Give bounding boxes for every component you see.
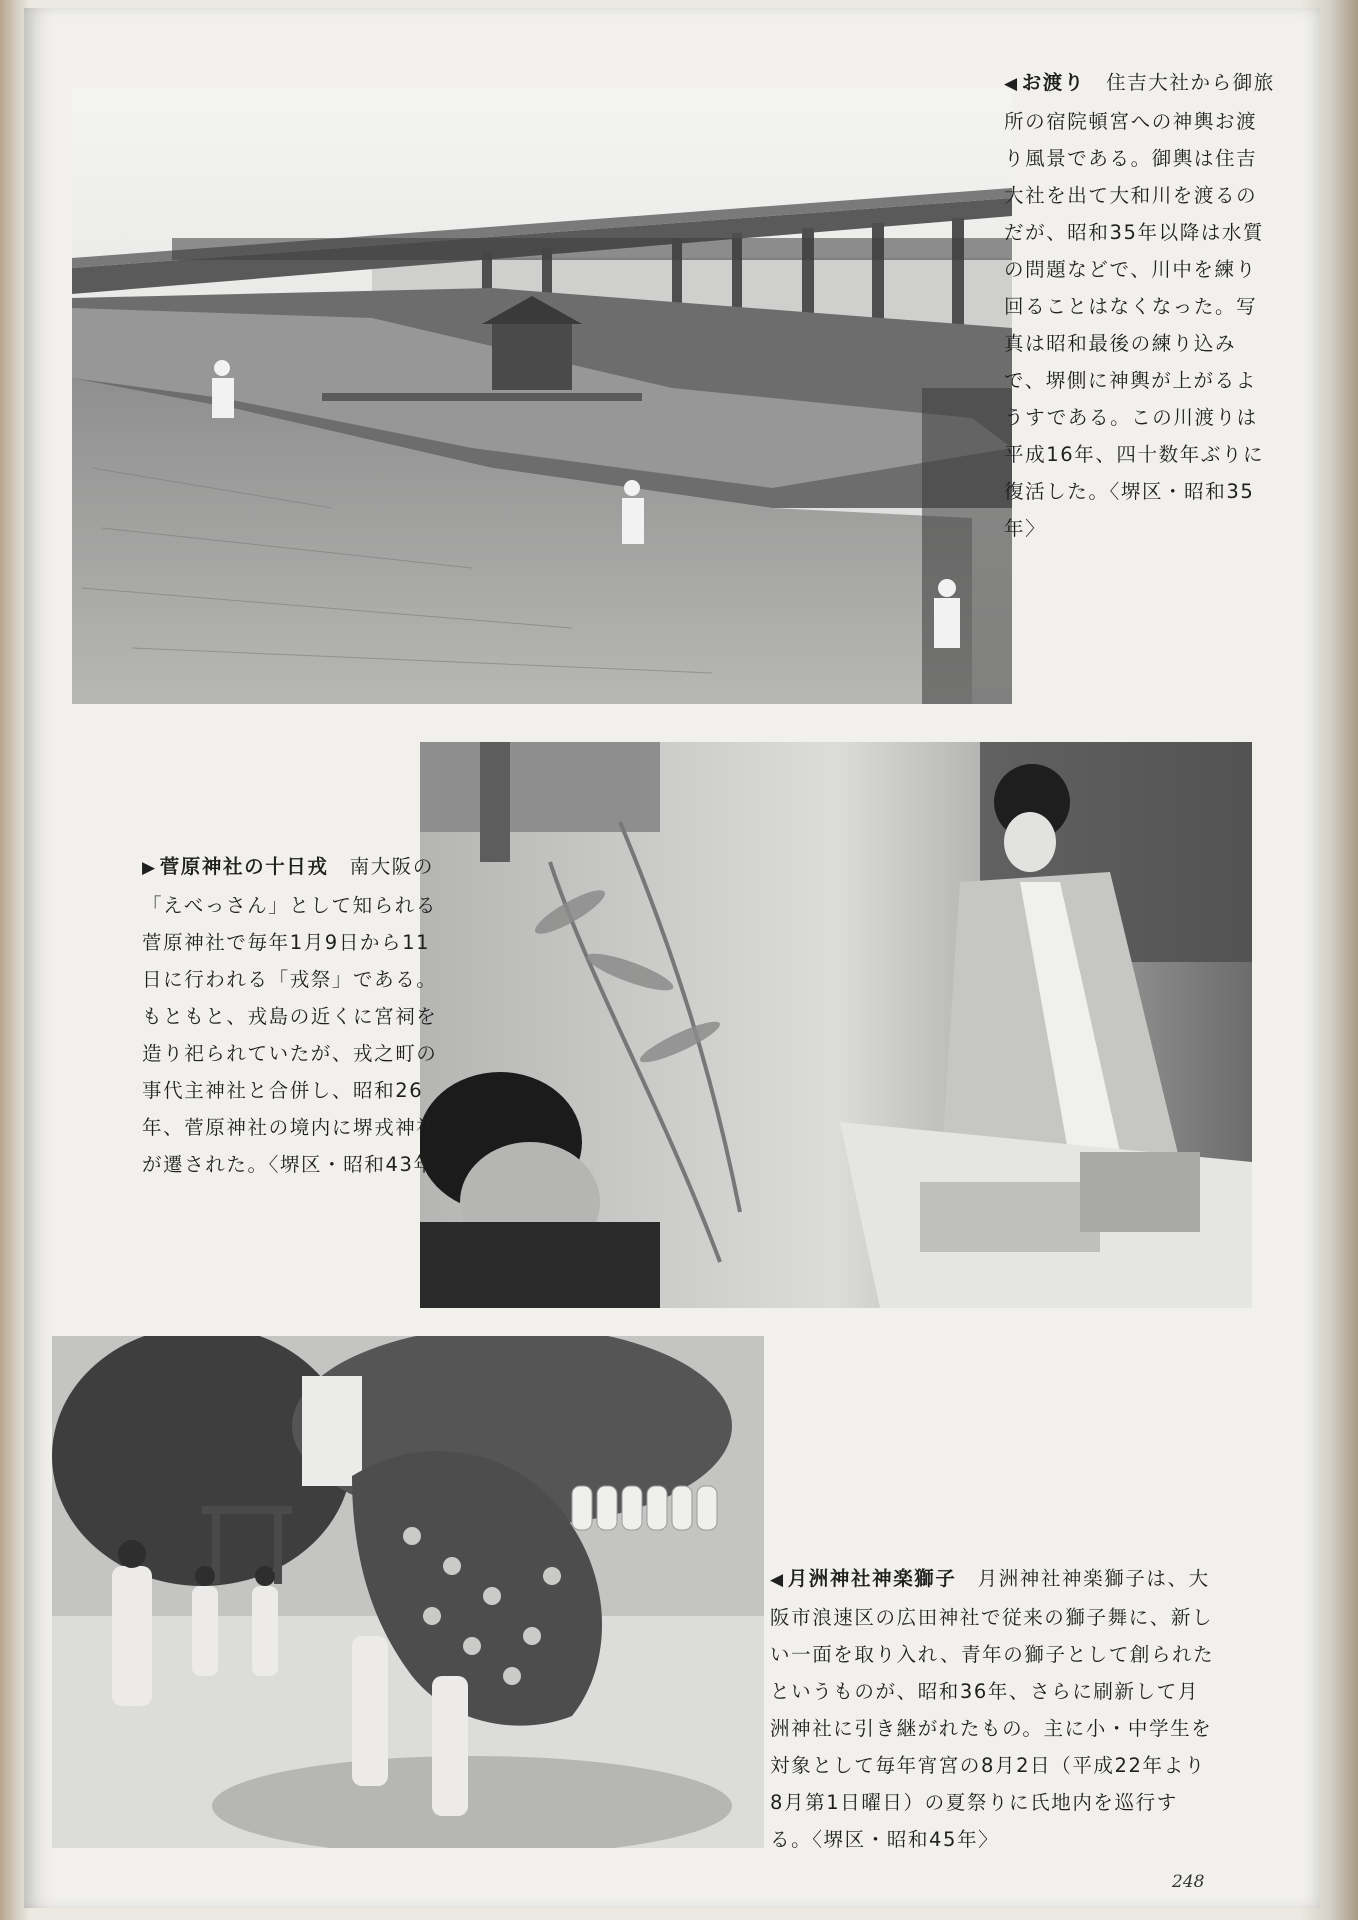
page-number: 248	[1172, 1872, 1205, 1892]
book-page	[24, 8, 1320, 1908]
owatari-photo	[72, 88, 1012, 704]
shishi-photo	[52, 1336, 764, 1848]
tokaebisu-photo	[420, 742, 1252, 1308]
owatari-caption-text: 住吉大社から御旅所の宿院頓宮への神輿お渡り風景である。御輿は住吉大社を出て大和川を渡るのだが、昭和35年以降は水質の問題などで、川中を練り回ることはなくなった。写真は昭和最後の練り込みで、堺側に神輿が上がるようすである。この川渡りは平成16年、四十数年ぶりに復活した。〈堺区・昭和35年〉	[1004, 71, 1275, 540]
left-pointer-icon: ◀	[770, 1570, 785, 1590]
shishi-caption-title: 月洲神社神楽獅子	[787, 1567, 957, 1590]
right-pointer-icon: ▶	[142, 858, 157, 878]
owatari-caption	[1004, 64, 1276, 547]
shishi-caption	[770, 1560, 1218, 1858]
left-pointer-icon: ◀	[1004, 74, 1019, 94]
shishi-caption-text: 月洲神社神楽獅子は、大阪市浪速区の広田神社で従来の獅子舞に、新しい一面を取り入れ、青年の獅子として創られたというものが、昭和36年、さらに刷新して月洲神社に引き継がれたもの。主に小・中学生を対象として毎年宵宮の8月2日（平成22年より8月第1日曜日）の夏祭りに氏地内を巡行する。〈堺区・昭和45年〉	[770, 1567, 1215, 1851]
tokaebisu-caption	[142, 848, 456, 1183]
tokaebisu-caption-text: 南大阪の「えべっさん」として知られる菅原神社で毎年1月9日から11日に行われる「戎祭」である。もともと、戎島の近くに宮祠を造り祀られていたが、戎之町の事代主神社と合併し、昭和26年、菅原神社の境内に堺戎神社が遷された。〈堺区・昭和43年〉	[142, 855, 456, 1176]
tokaebisu-caption-title: 菅原神社の十日戎	[159, 855, 329, 878]
owatari-caption-title: お渡り	[1021, 71, 1085, 94]
